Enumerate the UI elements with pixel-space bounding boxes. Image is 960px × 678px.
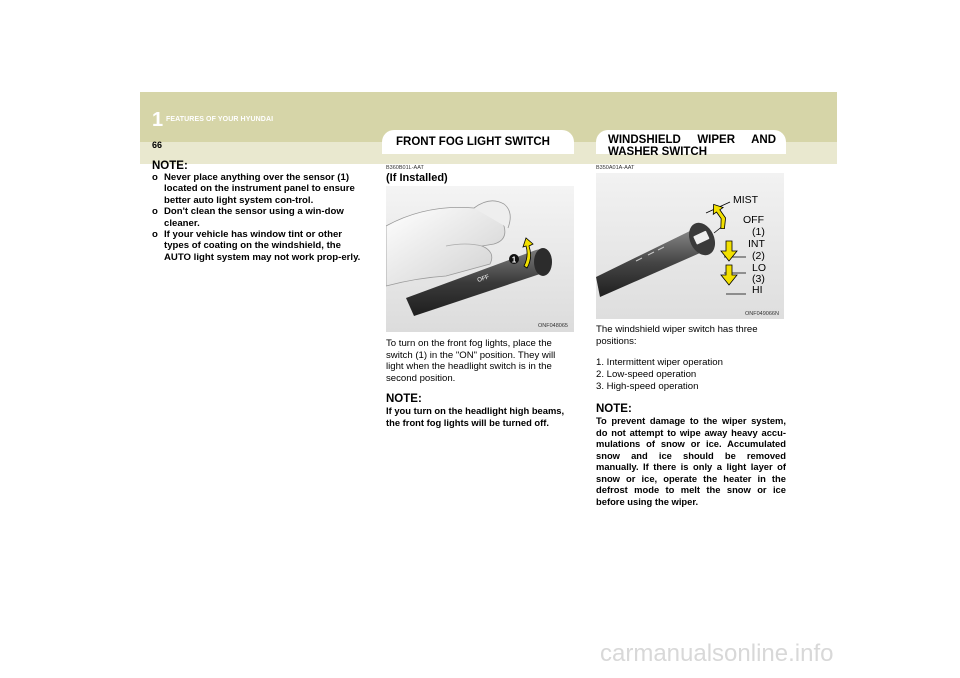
chapter-number: 1 [152,109,164,131]
wiper-title-line2: WASHER SWITCH [608,146,708,158]
wiper-position-3: 3. High-speed operation [596,381,699,392]
label-2: (2) [752,250,765,262]
fog-section-code: B360B01L-AAT [386,165,424,171]
wiper-note-text: To prevent damage to the wiper system, do not attempt to wipe away heavy accu-mulations of snow or ice. Accumulated snow and ice should be removed manually. If there is only a light layer of snow or ice, operate the heater in the defrost mode to melt the snow or ice before using the wiper. [596,415,786,507]
fog-marker-label: 1 [511,255,517,265]
fog-section-title: FRONT FOG LIGHT SWITCH [396,136,550,148]
fog-note-heading: NOTE: [386,393,422,405]
note-item: o Never place anything over the sensor (1) located on the instrument panel to ensure better auto light system con-trol. [152,172,355,206]
label-mist: MIST [733,194,759,206]
note-item: o Don't clean the sensor using a win-dow cleaner. [152,206,344,229]
fog-note-text: If you turn on the headlight high beams, the front fog lights will be turned off. [386,405,565,428]
wiper-figure-caption: ONF049066N [745,311,779,317]
page-number: 66 [152,140,163,150]
fog-off-label: OFF [476,274,491,284]
label-1: (1) [752,226,765,238]
left-notes-list [152,172,364,263]
label-3: (3) [752,273,765,285]
wiper-section-code: B350A01A-AAT [596,165,635,171]
fog-figure-caption: ONF048065 [538,323,568,329]
label-off: OFF [743,214,764,226]
wiper-position-1: 1. Intermittent wiper operation [596,357,723,368]
fog-switch-photo [386,186,574,332]
wiper-intro-text: The windshield wiper switch has three positions: [596,324,758,347]
note-item: o If your vehicle has window tint or other types of coating on the windshield, the AUTO light system may not work prop-erly. [152,229,361,263]
wiper-note-heading: NOTE: [596,403,632,415]
left-note-heading: NOTE: [152,160,188,172]
label-lo: LO [752,262,767,274]
fog-body-text: To turn on the front fog lights, place the switch (1) in the "ON" position. They will light when the headlight switch is in the second position. [386,338,556,384]
wiper-position-2: 2. Low-speed operation [596,369,697,380]
chapter-title: FEATURES OF YOUR HYUNDAI [166,116,274,123]
wiper-title-line1: WINDSHIELD WIPER AND [608,134,776,146]
label-int: INT [748,238,765,250]
footer-watermark: carmanualsonline.info [600,640,834,667]
label-hi: HI [752,284,763,296]
fog-subtitle: (If Installed) [386,172,448,184]
